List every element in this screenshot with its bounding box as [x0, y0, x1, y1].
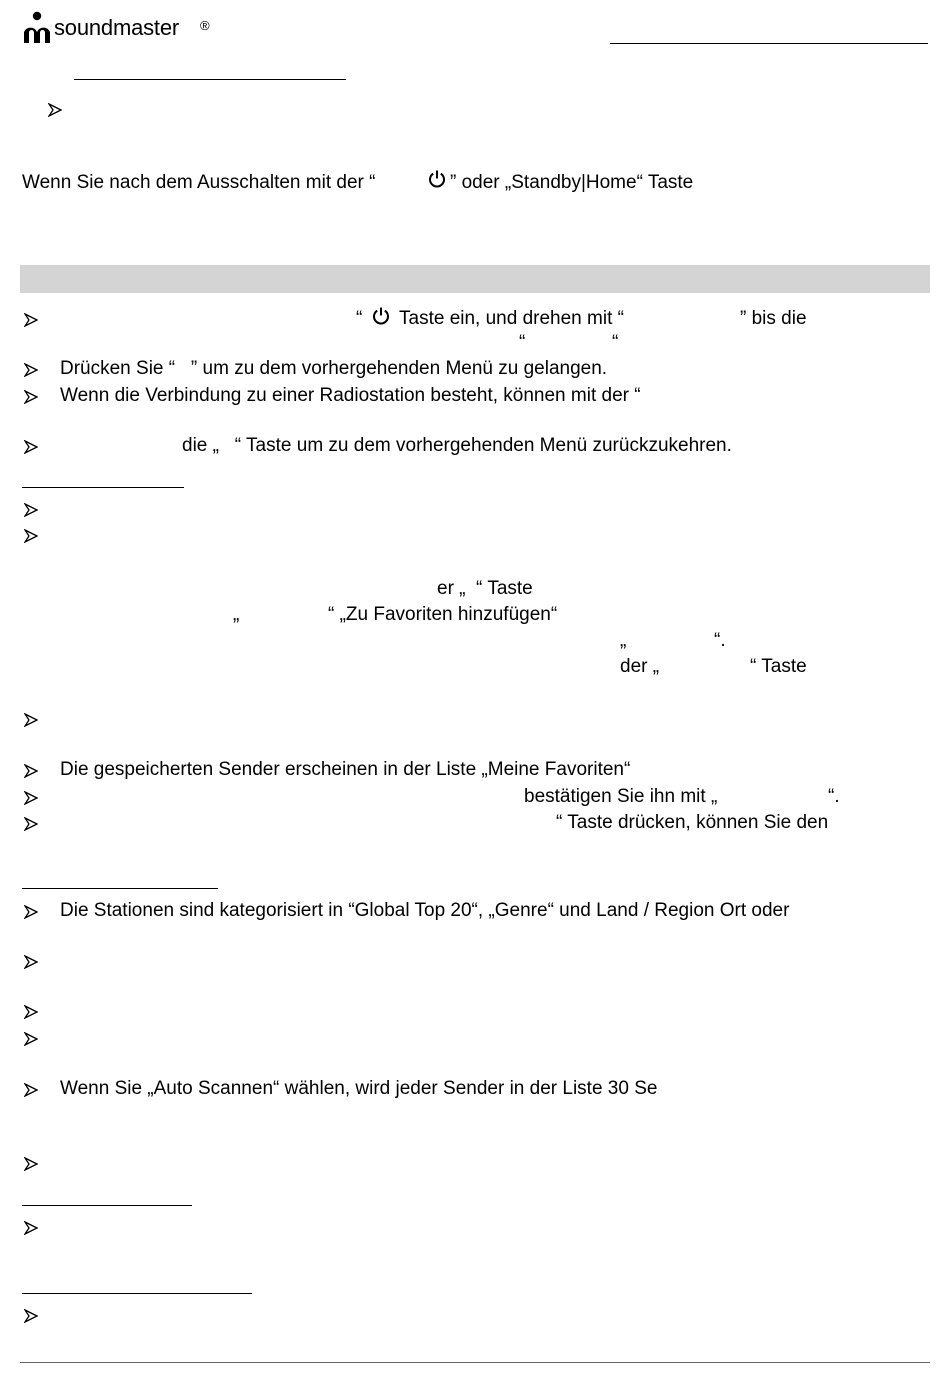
radio-list-item-3: Wenn die Verbindung zu einer Radiostation besteht, können mit der “ [60, 385, 641, 406]
bullet-arrow-icon [48, 103, 62, 117]
registered-mark: ® [200, 18, 210, 33]
bullet-arrow-icon [24, 955, 38, 969]
stations-item-autoscan: Wenn Sie „Auto Scannen“ wählen, wird jeder Sender in der Liste 30 Se [60, 1078, 658, 1099]
bullet-arrow-icon [24, 791, 38, 805]
bullet-arrow-icon [24, 529, 38, 543]
bullet-arrow-icon [24, 1221, 38, 1235]
favorites-frag-4-close: “ Taste [750, 656, 807, 677]
item1-quote-a: “ [519, 332, 526, 353]
heading-underline-1 [74, 79, 346, 80]
power-icon [428, 169, 446, 189]
heading-underline-stations [22, 888, 218, 889]
favorites-frag-3-close: “. [714, 630, 726, 651]
bullet-arrow-icon [24, 817, 38, 831]
bullet-arrow-icon [24, 764, 38, 778]
item1-tail: Taste ein, und drehen mit “ [399, 308, 624, 329]
standby-after-line [450, 172, 693, 194]
bullet-arrow-icon [24, 363, 38, 377]
header-rule [610, 43, 928, 44]
favorites-frag-3-open: „ [620, 630, 627, 651]
favorites-frag-1: er „ “ Taste [437, 578, 533, 599]
standby-line [22, 172, 375, 194]
soundmaster-logo-icon [22, 10, 52, 44]
power-icon [372, 306, 390, 326]
favorites-frag-4: der „ [620, 656, 660, 677]
bullet-arrow-icon [24, 713, 38, 727]
favorites-item-confirm: bestätigen Sie ihn mit „ [524, 786, 718, 807]
stations-item-categories: Die Stationen sind kategorisiert in “Global Top 20“, „Genre“ und Land / Region Ort oder [60, 900, 790, 921]
bullet-arrow-icon [24, 905, 38, 919]
bullet-arrow-icon [24, 1309, 38, 1323]
favorites-item-press: “ Taste drücken, können Sie den [556, 812, 829, 833]
bullet-arrow-icon [24, 1005, 38, 1019]
brand-name: soundmaster [54, 15, 179, 40]
favorites-item-confirm-close: “. [828, 786, 840, 807]
favorites-frag-2: “ „Zu Favoriten hinzufügen“ [328, 604, 558, 625]
footer-rule [20, 1362, 930, 1363]
radio-list-item-4: die „ “ Taste um zu dem vorhergehenden Menü zurückzukehren. [182, 435, 732, 456]
heading-underline-5 [22, 1293, 252, 1294]
bullet-arrow-icon [24, 440, 38, 454]
item1-end: ” bis die [740, 308, 807, 329]
heading-underline-4 [22, 1205, 192, 1206]
bullet-arrow-icon [24, 1032, 38, 1046]
radio-list-item-2: Drücken Sie “ ” um zu dem vorhergehenden Menü zu gelangen. [60, 358, 608, 379]
standby-after: ” oder „Standby|Home“ Taste [450, 172, 694, 193]
standby-before: Wenn Sie nach dem Ausschalten mit der “ [22, 172, 376, 193]
heading-underline-favorites [22, 487, 184, 488]
favorites-frag-2-open: „ [233, 604, 240, 625]
bullet-arrow-icon [24, 1083, 38, 1097]
item1-open-quote: “ [356, 308, 363, 329]
favorites-item-saved: Die gespeicherten Sender erscheinen in der Liste „Meine Favoriten“ [60, 759, 631, 780]
section-band [20, 265, 930, 293]
bullet-arrow-icon [24, 313, 38, 327]
item1-quote-b: “ [612, 332, 619, 353]
bullet-arrow-icon [24, 1157, 38, 1171]
bullet-arrow-icon [24, 390, 38, 404]
bullet-arrow-icon [24, 503, 38, 517]
